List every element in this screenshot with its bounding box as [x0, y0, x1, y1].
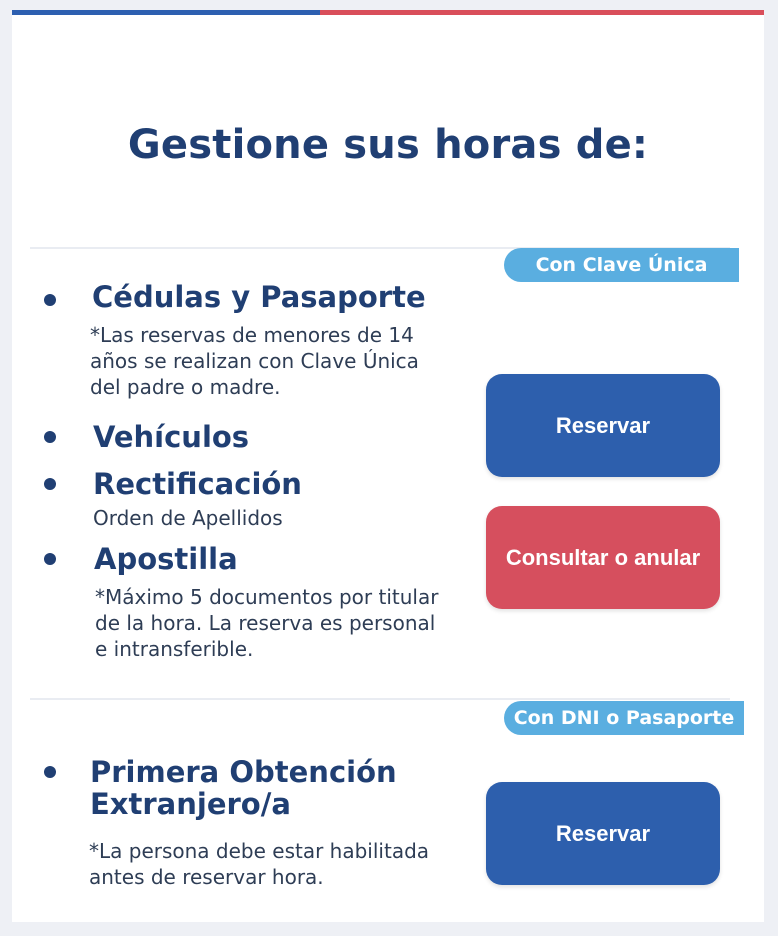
reserve-extranjero-button[interactable]: Reservar — [486, 782, 720, 885]
bullet-icon — [44, 478, 56, 490]
item-title-cedulas: Cédulas y Pasaporte — [92, 280, 426, 314]
item-title-primera-obtencion: Primera Obtención Extranjero/a — [90, 755, 397, 821]
top-bar-blue — [12, 10, 320, 15]
top-color-bar — [12, 10, 764, 15]
item-title-rectificacion: Rectificación — [93, 467, 302, 501]
dni-pasaporte-badge: Con DNI o Pasaporte — [504, 701, 744, 735]
item-title-vehiculos: Vehículos — [93, 420, 250, 454]
bullet-icon — [44, 431, 56, 443]
reserve-button[interactable]: Reservar — [486, 374, 720, 477]
page-title: Gestione sus horas de: — [127, 122, 649, 168]
clave-unica-badge: Con Clave Única — [504, 248, 739, 282]
item-note-primera-obtencion: *La persona debe estar habilitada antes de reservar hora. — [89, 839, 430, 889]
bullet-icon — [44, 553, 56, 565]
section-divider — [30, 698, 730, 700]
consult-cancel-button[interactable]: Consultar o anular — [486, 506, 720, 609]
item-title-apostilla: Apostilla — [94, 542, 238, 576]
bullet-icon — [44, 766, 56, 778]
item-note-apostilla: *Máximo 5 documentos por titular de la hora. La reserva es personal e intransferible. — [95, 585, 439, 661]
bullet-icon — [44, 294, 56, 306]
top-bar-red — [320, 10, 764, 15]
item-note-rectificacion: Orden de Apellidos — [93, 506, 283, 530]
item-note-cedulas: *Las reservas de menores de 14 años se realizan con Clave Única del padre o madre. — [90, 323, 419, 399]
